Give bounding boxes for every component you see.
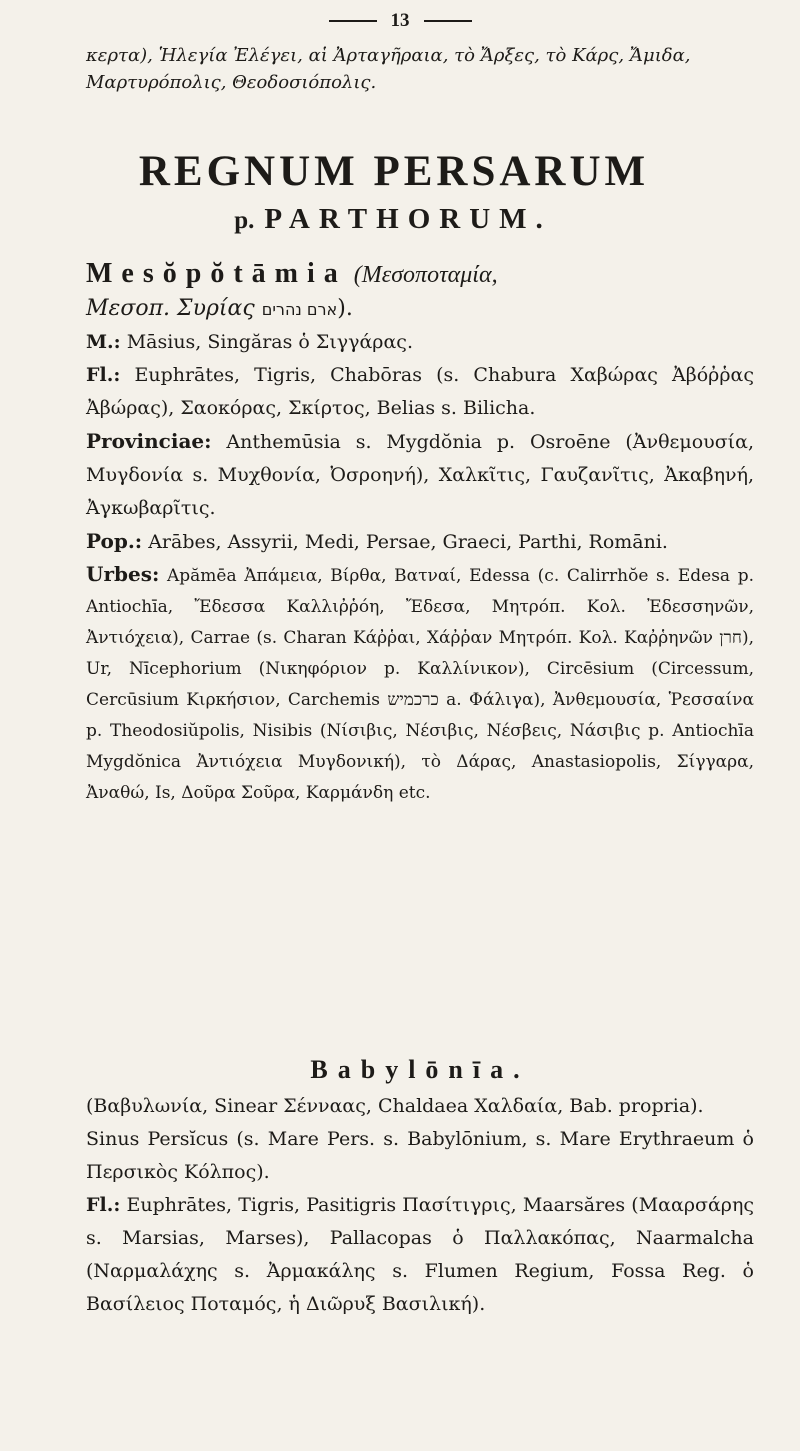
babylonia-text: Euphrātes, Tigris, Pasitigris Πασίτιγρις, Maarsăres (Μααρσάρης s. Marsias, Marses), Pallacopas ὁ Παλλακόπας, Naarmalcha (Ναρμαλάχης s. Ἀρμακάλης s. Flumen Regium, Fossa Reg. ὁ Βασίλειος Ποταμός, ἡ Διῶρυξ Βασιλική).	[86, 1194, 754, 1315]
section-mesopotamia	[86, 256, 754, 809]
mesopotamia-text: Māsius, Singăras ὁ Σιγγάρας.	[120, 331, 413, 353]
mesopotamia-title-latin: Mesŏpŏtāmia	[86, 258, 347, 289]
babylonia-text: (Βαβυλωνία, Sinear Σένναας, Chaldaea Χαλδαία, Bab. propria).	[86, 1095, 704, 1117]
continuation-text: κερτα), Ἡλεγία Ἐλέγει, αἱ Ἀρταγῆραια, τὸ Ἄρξες, τὸ Κάρς, Ἄμιδα, Μαρτυρόπολις, Θεοδοσιόπολις.	[86, 45, 691, 93]
page-header	[0, 10, 800, 32]
babylonia-paragraph	[86, 1189, 754, 1321]
babylonia-label: Fl.:	[86, 1194, 121, 1216]
header-rule-right	[424, 20, 472, 22]
header-rule-left	[329, 20, 377, 22]
page-number: 13	[390, 10, 410, 31]
mesopotamia-label: M.:	[86, 331, 121, 353]
heading-p: p.	[234, 207, 255, 234]
mesopotamia-paragraph	[86, 559, 754, 809]
mesopotamia-text: Arābes, Assyrii, Medi, Persae, Graeci, Parthi, Romāni.	[142, 531, 668, 553]
babylonia-title: Babylōnīa.	[310, 1055, 530, 1084]
mesopotamia-text: Apămēa Ἀπάμεια, Βίρθα, Βατναί, Edessa (c. Calirrhŏe s. Edesa p. Antiochīa, Ἔδεσσα Καλλιῤῥόη, Ἔδεσα, Μητρόπ. Κολ. Ἐδεσσηνῶν, Ἀντιόχεια), Carrae (s. Charan Κάῤῥαι, Χάῤῥαν Μητρόπ. Κολ. Καῤῥηνῶν חרן), Ur, Nīcephorium (Νικηφόριον p. Καλλίνικον), Circēsium (Circessum, Cercūsium Κιρκήσιον, Carchemis כרכמיש a. Φάλιγα), Ἀνθεμουσία, Ῥεσσαίνα p. Theodosiŭpolis, Nisibis (Νίσιβις, Νέσιβις, Νέσβεις, Νάσιβις p. Antiochīa Mygdŏnica Ἀντιόχεια Μυγδονική), τὸ Δάρας, Anastasiopolis, Σίγγαρα, Ἀναθώ, Is, Δοῦρα Σοῦρα, Καρμάνδη etc.	[86, 566, 754, 803]
section-babylonia	[86, 1050, 754, 1321]
mesopotamia-subtitle	[86, 293, 754, 326]
heading-parthorum-word: PARTHORUM.	[264, 203, 552, 235]
heading-regnum: REGNUM PERSARUM	[138, 148, 650, 195]
mesopotamia-label: Urbes:	[86, 562, 160, 586]
mesopotamia-paragraph	[86, 425, 754, 525]
mesopotamia-label: Provinciae:	[86, 429, 212, 453]
mesopotamia-label: Fl.:	[86, 364, 121, 386]
mesopotamia-paragraph	[86, 359, 754, 425]
mesopotamia-close: ).	[337, 296, 353, 321]
babylonia-paragraph	[86, 1090, 754, 1123]
heading-parthorum	[120, 202, 666, 238]
mesopotamia-title	[86, 256, 754, 293]
mesopotamia-text: Anthemūsia s. Mygdŏnia p. Osroēne (Ἀνθεμουσία, Μυγδονία s. Μυχθονία, Ὀσροηνή), Χαλκῖτις, Γαυζανῖτις, Ἀκαβηνή, Ἀγκωβαρῖτις.	[86, 431, 754, 519]
mesopotamia-title-greek: (Μεσοποταμία,	[353, 262, 498, 288]
mesopotamia-paragraph	[86, 525, 754, 559]
mesopotamia-greek2: Μεσοπ. Συρίας	[86, 296, 255, 321]
mesopotamia-paragraph	[86, 326, 754, 359]
mesopotamia-hebrew: ארם נהרים	[261, 300, 338, 319]
mesopotamia-text: Euphrātes, Tigris, Chabōras (s. Chabura Χαβώρας Ἀβόῤῥας Ἀβώρας), Σαοκόρας, Σκίρτος, Belias s. Bilicha.	[86, 364, 754, 419]
babylonia-text: Sinus Persĭcus (s. Mare Pers. s. Babylōnium, s. Mare Erythraeum ὁ Περσικὸς Κόλπος).	[86, 1128, 754, 1183]
babylonia-paragraph	[86, 1123, 754, 1189]
mesopotamia-label: Pop.:	[86, 529, 143, 553]
